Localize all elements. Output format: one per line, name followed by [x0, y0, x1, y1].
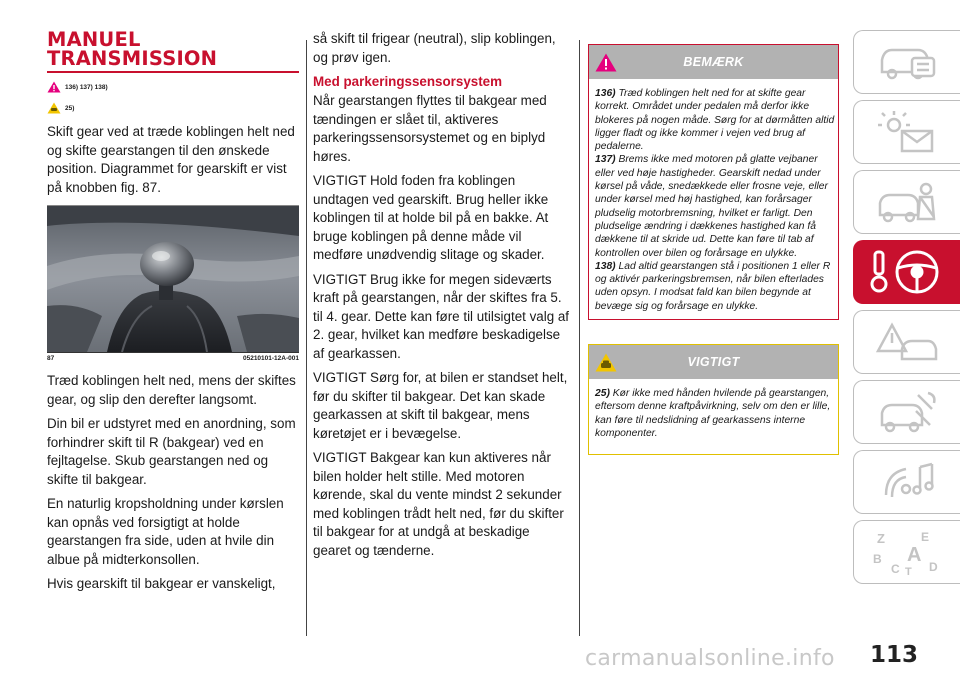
car-warning-icon [595, 353, 617, 372]
index-letter: T [905, 566, 912, 577]
warning-refs [47, 102, 299, 114]
index-letter: E [921, 530, 930, 544]
warning-lights-icon [872, 109, 942, 155]
column-3 [588, 44, 839, 455]
column-divider [306, 40, 307, 636]
tab-emergency[interactable] [853, 310, 960, 374]
tab-dashboard[interactable] [853, 30, 960, 94]
page-number: 113 [870, 642, 919, 668]
chapter-sidebar [853, 30, 960, 590]
paragraph: Din bil er udstyret med en anordning, som forhindrer skift til R (bakgear) ved en fejltagelse. Skub gearstangen ned og skifte til bakgear. [47, 416, 296, 487]
paragraph: VIGTIGT Bakgear kan kun aktiveres når bilen holder helt stille. Med motoren kørende, skal du vente mindst 2 sekunder med koblingen trådt helt ned, før du skifter til bakgear for at undgå at beskadige gearet og tænderne. [313, 450, 564, 558]
tab-index[interactable] [853, 520, 960, 584]
column-divider [579, 40, 580, 636]
emergency-triangle-icon [872, 319, 942, 365]
car-dashboard-icon [872, 40, 942, 84]
section-title: MANUEL TRANSMISSION [47, 28, 218, 70]
index-letter: A [907, 544, 922, 566]
danger-box-header [589, 45, 838, 79]
danger-refs-text: 136) 137) 138) [65, 83, 108, 91]
index-letter: B [873, 552, 882, 566]
paragraph: VIGTIGT Sørg for, at bilen er standset helt, før du skifter til bakgear. Det kan skade gearkassen at skift til bakgear, mens køretøjet er i bevægelse. [313, 370, 568, 441]
tab-maintenance[interactable] [853, 380, 960, 444]
car-warning-icon [47, 102, 61, 114]
multimedia-icon [872, 459, 942, 505]
continuation-paragraph: så skift til frigear (neutral), slip koblingen, og prøv igen. [313, 31, 556, 65]
note-ref: 136) [595, 88, 616, 99]
column-1 [47, 30, 299, 600]
subheading: Med parkeringssensorsystem [313, 74, 503, 89]
danger-box [588, 44, 839, 320]
seatbelt-safety-icon [872, 179, 942, 225]
tab-warning-lights[interactable] [853, 100, 960, 164]
danger-triangle-icon [47, 81, 61, 93]
gearshift-knob-photo [47, 206, 299, 352]
paragraph: Træd koblingen helt ned, mens der skiftes gear, og slip den derefter langsomt. [47, 373, 296, 407]
paragraph: VIGTIGT Brug ikke for megen sideværts kraft på gearstangen, når der skiftes fra 5. til 4. gear. Dette kan føre til utilsigtet valg af 2. gear, hvilket kan medføre beskadigelse af gearkassen. [313, 271, 570, 361]
note-text: Lad altid gearstangen stå i positionen 1 eller R og aktivér parkeringsbremsen, når bilen efterlades uden opsyn. I modsat fald kan bilen begynde at bevæge sig og forårsage en ulykke. [595, 260, 831, 312]
danger-note [595, 153, 835, 259]
note-text: Træd koblingen helt ned for at skifte gear korrekt. Området under pedalen må derfor ikke blokeres på nogen måde. Sørg for at dørmåtten altid ligger fladt og ikke kommer i vejen ved brug af pedalerne. [595, 88, 835, 153]
title-rule [47, 71, 299, 73]
tab-multimedia[interactable] [853, 450, 960, 514]
watermark: carmanualsonline.info [585, 646, 835, 671]
warning-box [588, 344, 839, 455]
note-text: Kør ikke med hånden hvilende på gearstangen, eftersom denne kraftpåvirkning, selv om den er lille, kan føre til nedslidning af gearkassens interne komponenter. [595, 388, 831, 439]
note-ref: 138) [595, 260, 616, 272]
maintenance-wrench-icon [872, 389, 942, 435]
danger-box-title: BEMÆRK [683, 55, 744, 69]
index-letter: Z [877, 531, 885, 546]
danger-note [595, 87, 835, 153]
gearshift-figure [47, 205, 299, 352]
figure-caption [47, 352, 299, 362]
steering-wheel-key-icon [867, 248, 947, 296]
danger-refs [47, 81, 299, 93]
danger-box-body [589, 79, 838, 319]
column-2 [313, 30, 570, 566]
note-text: Brems ikke med motoren på glatte vejbaner eller ved høje hastigheder. Gearskift nedad under kørsel på våde, snedækkede eller frosne veje, eller under kørsel med høj hastighed, kan forårsager pludselig motorbremsning, hvilket er farligt. Den pludselige ændring i dækkenes hastighed kan få dækkene til at skride ud. Dette kan føre til tab af kontrollen over bilen og forårsage en ulykke. [595, 154, 828, 259]
danger-triangle-icon [595, 53, 617, 72]
warning-box-header [589, 345, 838, 379]
paragraph: VIGTIGT Hold foden fra koblingen undtagen ved gearskift. Brug heller ikke koblingen til at holde bil på en bakke. At bruge koblingen på denne måde vil medføre unødvendig slitage og skader. [313, 173, 549, 262]
index-letter: D [929, 560, 938, 574]
figure-code: 05210101-12A-001 [242, 355, 299, 362]
warning-box-title: VIGTIGT [687, 355, 740, 370]
index-letters-icon [867, 527, 947, 577]
note-ref: 137) [595, 154, 616, 166]
paragraph: Når gearstangen flyttes til bakgear med tændingen er slået til, aktiveres parkeringssensorsystemet og en biplyd høres. [313, 93, 547, 164]
intro-paragraph: Skift gear ved at træde koblingen helt ned og skifte gearstangen til den ønskede position. Diagrammet for gearskift er vist på knobben fig. 87. [47, 124, 295, 195]
figure-number: 87 [47, 355, 55, 362]
paragraph: Hvis gearskift til bakgear er vanskeligt, [47, 576, 276, 591]
paragraph: En naturlig kropsholdning under kørslen kan opnås ved forsigtigt at holde gearstangen fra side, uden at hvile din albue på midterkonsollen. [47, 496, 284, 567]
tab-safety[interactable] [853, 170, 960, 234]
warning-note [595, 387, 835, 440]
warning-box-body [589, 379, 838, 454]
index-letter: C [891, 562, 900, 576]
note-ref: 25) [595, 388, 610, 400]
tab-starting-driving[interactable] [853, 240, 960, 304]
danger-note [595, 260, 835, 313]
warning-refs-text: 25) [65, 104, 75, 112]
